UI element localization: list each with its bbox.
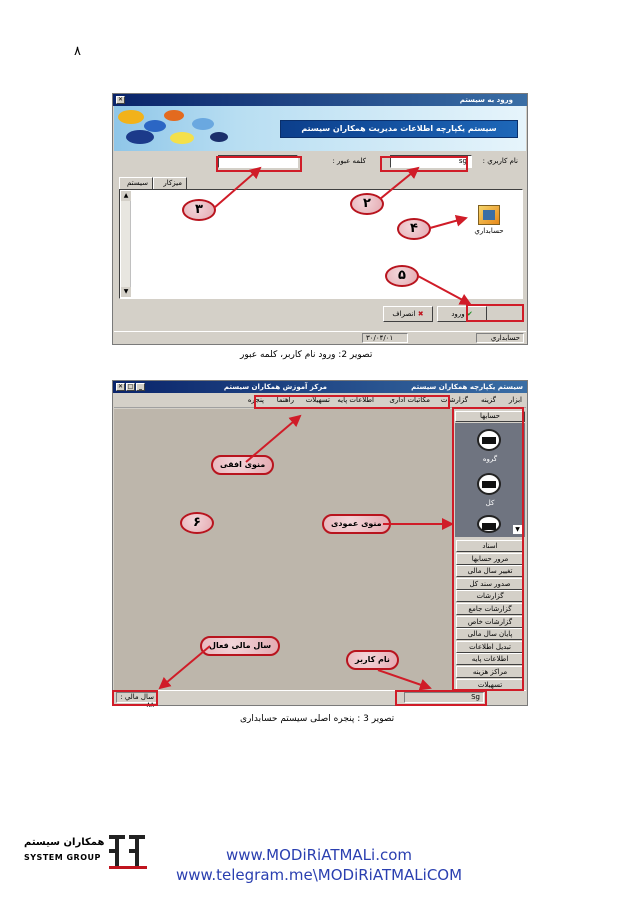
close-button[interactable]: ✕: [117, 96, 124, 103]
logo-persian-text: همکاران سیستم: [24, 837, 105, 848]
menu-options[interactable]: گزینه: [480, 396, 496, 404]
menu-window[interactable]: پنجره: [247, 396, 264, 404]
accounting-icon: [478, 205, 500, 225]
side-menu-button[interactable]: تسهیلات: [456, 679, 524, 691]
username-highlight: [380, 156, 468, 172]
fish-image: [118, 110, 144, 124]
vertical-menu-highlight: [452, 407, 524, 691]
menu-correspondence[interactable]: مکاتبات اداری: [389, 396, 430, 404]
side-menu-button[interactable]: گزارشات: [456, 590, 524, 602]
status-bar: [114, 331, 526, 343]
login-button-highlight: [466, 304, 524, 322]
menu-reports[interactable]: گزارشات: [440, 396, 468, 404]
status-date: ۳۰/۰۴/۰۱: [362, 333, 408, 343]
fish-image: [126, 130, 154, 144]
cancel-button-label: انصراف: [392, 310, 416, 318]
menu-base-info[interactable]: اطلاعات پایه: [337, 396, 374, 404]
page-number: ۸: [74, 44, 81, 59]
username-highlight: [395, 690, 487, 706]
window-title: سیستم یکپارچه همکاران سیستم: [411, 383, 523, 391]
system-list: [119, 189, 523, 299]
status-system: حسابداري: [476, 333, 524, 343]
minimize-button[interactable]: _: [136, 383, 145, 391]
close-button[interactable]: ✕: [117, 383, 124, 390]
password-label: کلمه عبور :: [332, 157, 366, 165]
callout-5: ۵: [385, 265, 419, 287]
fish-image: [192, 118, 214, 130]
tab-system[interactable]: سیستم: [119, 177, 153, 189]
group-account-label: گروه: [482, 455, 498, 463]
fish-image: [164, 110, 184, 121]
callout-6: ۶: [180, 512, 214, 534]
password-highlight: [216, 156, 302, 172]
footer-telegram-link[interactable]: www.telegram.me\MODiRiATMALiCOM: [175, 866, 463, 884]
status-fiscal-year: سال مالي : ۸۸: [116, 692, 158, 703]
accounting-tile-label: حسابداري: [474, 227, 504, 235]
horizontal-menu-highlight: [254, 395, 450, 409]
callout-4: ۴: [397, 218, 431, 240]
username-field[interactable]: sg: [390, 155, 472, 168]
side-menu-button[interactable]: گزارشات جامع: [456, 603, 524, 615]
side-menu-button[interactable]: اسناد: [456, 540, 524, 552]
callout-3: ۳: [182, 199, 216, 221]
scroll-up-icon[interactable]: ▲: [121, 191, 131, 201]
banner-title: سیستم یکپارچه اطلاعات مدیریت همکاران سیستم: [280, 120, 518, 138]
callout-2: ۲: [350, 193, 384, 215]
side-menu-button[interactable]: تغییر سال مالی: [456, 565, 524, 577]
callout-username: نام کاربر: [346, 650, 399, 670]
vertical-scrollbar[interactable]: [121, 191, 131, 297]
side-menu-button[interactable]: مراکز هزینه: [456, 666, 524, 678]
side-panel-header[interactable]: حسابها: [455, 411, 525, 422]
fish-image: [210, 132, 228, 142]
cancel-button[interactable]: [383, 306, 433, 322]
workspace: [114, 409, 454, 691]
window-subtitle: مرکز آموزش همکاران سیستم: [223, 383, 327, 391]
menu-facilities[interactable]: تسهیلات: [305, 396, 330, 404]
logo-english-text: SYSTEM GROUP: [24, 853, 101, 862]
figure2-caption: تصویر 3 : پنجره اصلی سیستم حسابداری: [240, 714, 395, 724]
tab-desktop[interactable]: میزکار: [153, 177, 187, 189]
username-label: نام کاربري :: [482, 157, 518, 165]
callout-fiscal-year: سال مالی فعال: [200, 636, 280, 656]
side-menu-button[interactable]: تبدیل اطلاعات: [456, 641, 524, 653]
callout-vertical-menu: منوی عمودی: [322, 514, 391, 534]
window-title: ورود به سیستم: [459, 96, 513, 104]
menu-tools[interactable]: ابزار: [508, 396, 522, 404]
accounting-system-tile[interactable]: [470, 205, 508, 241]
close-icon: ✖: [417, 310, 424, 318]
check-icon: ✔: [466, 310, 473, 318]
footer-website-link[interactable]: www.MODiRiATMALi.com: [225, 846, 413, 864]
fiscal-year-highlight: [112, 690, 158, 706]
side-menu-button[interactable]: مرور حسابها: [456, 553, 524, 565]
side-menu-button[interactable]: صدور سند کل: [456, 578, 524, 590]
scroll-down-icon[interactable]: ▼: [121, 287, 131, 297]
status-username: Sg: [404, 692, 484, 703]
maximize-button[interactable]: □: [127, 383, 134, 390]
login-banner: [114, 106, 526, 151]
menu-help[interactable]: راهنما: [276, 396, 294, 404]
callout-horizontal-menu: منوی افقی: [211, 455, 274, 475]
fish-image: [170, 132, 194, 144]
main-window-titlebar: [113, 381, 527, 393]
general-account-label: کل: [485, 499, 495, 507]
login-window-titlebar: [113, 94, 527, 106]
side-menu-button[interactable]: اطلاعات پایه: [456, 653, 524, 665]
side-menu-button[interactable]: گزارشات خاص: [456, 616, 524, 628]
login-button-label: ورود: [451, 310, 465, 318]
figure1-caption: تصویر 2: ورود نام کاربر، کلمه عبور: [240, 350, 373, 360]
side-menu-button[interactable]: پایان سال مالی: [456, 628, 524, 640]
chevron-down-icon[interactable]: ▼: [513, 525, 522, 534]
